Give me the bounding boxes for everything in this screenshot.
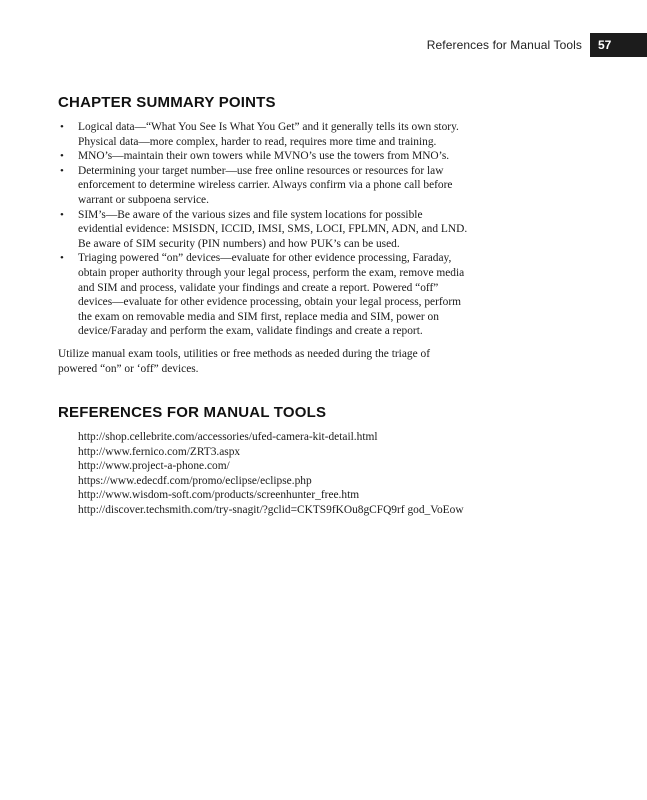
- page-number: 57: [590, 33, 647, 57]
- bullet-icon: •: [60, 164, 64, 177]
- summary-bullet-item: [58, 164, 468, 208]
- reference-link[interactable]: http://shop.cellebrite.com/accessories/ufed-camera-kit-detail.html: [78, 431, 378, 444]
- reference-link[interactable]: http://discover.techsmith.com/try-snagit/?gclid=CKTS9fKOu8gCFQ9rf god_VoEow: [78, 504, 464, 517]
- summary-closing-paragraph: Utilize manual exam tools, utilities or free methods as needed during the triage of powered “on” or ‘off” devices.: [58, 347, 430, 375]
- reference-link[interactable]: http://www.fernico.com/ZRT3.aspx: [78, 445, 241, 458]
- references-list: [58, 430, 468, 518]
- reference-link[interactable]: http://www.wisdom-soft.com/products/screenhunter_free.htm: [78, 489, 360, 502]
- running-header: [427, 33, 647, 57]
- summary-bullet-text: Determining your target number—use free online resources or resources for law enforcement to determine wireless carrier. Always confirm via a phone call before warrant or subpoena service.: [78, 164, 453, 206]
- page-content: [58, 94, 468, 518]
- summary-bullet-item: [58, 208, 468, 252]
- summary-bullet-text: Logical data—“What You See Is What You Get” and it generally tells its own story. Physical data—more complex, harder to read, requires more time and training.: [78, 121, 459, 148]
- bullet-icon: •: [60, 252, 64, 265]
- summary-bullet-text: Triaging powered “on” devices—evaluate for other evidence processing, Faraday, obtain proper authority through your legal process, perform the exam, remove media and SIM and process, validate your findings and create a report. Powered “off” devices—evaluate for other evidence processing, obtain your legal process, perform the exam on removable media and SIM first, replace media and SIM, power on device/Faraday and perform the exam, validate findings and create a report.: [78, 252, 465, 338]
- summary-bullet-item: [58, 120, 468, 149]
- bullet-icon: •: [60, 150, 64, 163]
- summary-bullet-item: [58, 251, 468, 339]
- bullet-icon: •: [60, 121, 64, 133]
- reference-link[interactable]: http://www.project-a-phone.com/: [78, 460, 230, 473]
- chapter-summary-heading: CHAPTER SUMMARY POINTS: [58, 94, 276, 111]
- summary-bullet-text: SIM’s—Be aware of the various sizes and file system locations for possible evidential evidence: MSISDN, ICCID, IMSI, SMS, LOCI, FPLMN, ADN, and LND. Be aware of SIM security (PIN numbers) and how PUK’s can be used.: [78, 208, 468, 250]
- references-heading: REFERENCES FOR MANUAL TOOLS: [58, 404, 327, 422]
- reference-link[interactable]: https://www.edecdf.com/promo/eclipse/eclipse.php: [78, 474, 312, 487]
- bullet-icon: •: [60, 208, 64, 221]
- running-title: References for Manual Tools: [426, 38, 582, 52]
- summary-list: [58, 120, 468, 339]
- summary-bullet-item: [58, 149, 468, 164]
- summary-bullet-text: MNO’s—maintain their own towers while MVNO’s use the towers from MNO’s.: [78, 150, 450, 163]
